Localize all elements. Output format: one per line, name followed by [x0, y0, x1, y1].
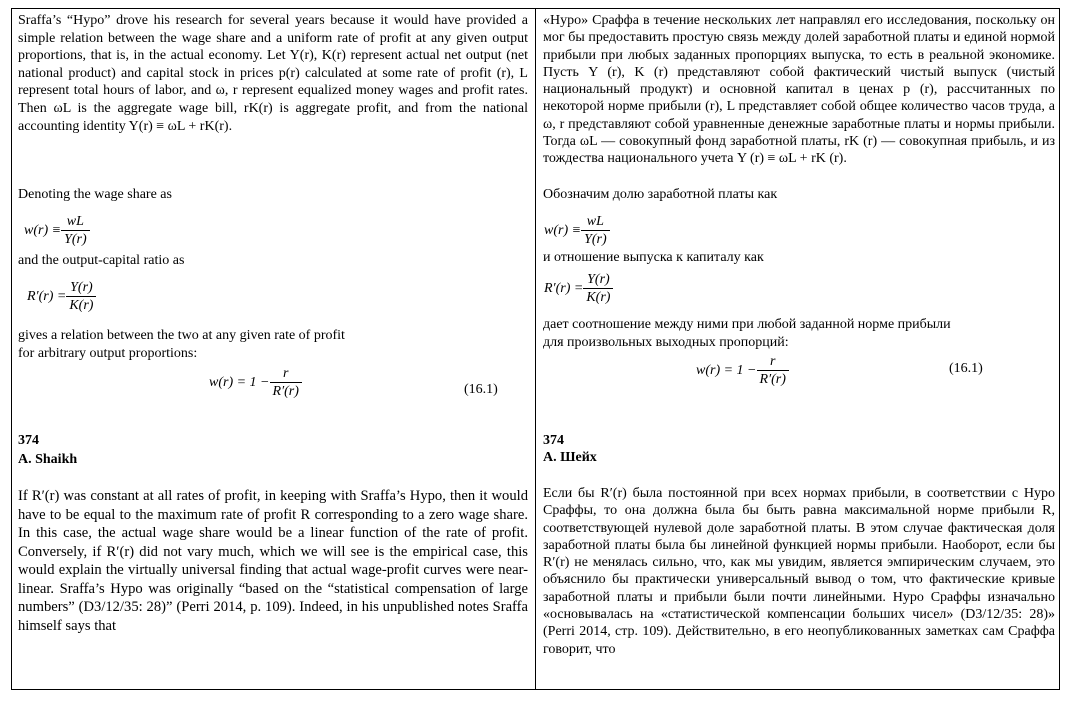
ratio-intro: и отношение выпуска к капиталу как [543, 250, 764, 265]
output-capital-ratio-equation [544, 271, 613, 306]
author-name: A. Shaikh [18, 452, 78, 467]
intro-paragraph: Sraffa’s “Hypo” drove his research for several years because it would have provided a simple relation between the wage share and a uniform rate of profit at any given output proportions, that is, in the actual economy. Let Y(r), K(r) represent actual net output (net national product) and capital stock in prices p(r) calculated at some rate of profit (r), L represent total hours of labor, and ω, r represent equalized money wages and profit rates. Then ωL is the aggregate wage bill, rK(r) is aggregate profit, and from the national accounting identity Y(r) ≡ ωL + rK(r). [18, 13, 528, 134]
intro-paragraph: «Нуро» Сраффа в течение нескольких лет направлял его исследования, поскольку он мог бы предоставить простую связь между долей заработной платы и единой нормой прибыли при любых заданных пропорциях выпуска, то есть в реальной экономике. Пусть Y (r), K (r) представляют собой фактический чистый выпуск (чистый национальный продукт) и основной капитал в ценах p (r), рассчитанных по некоторой норме прибыли (r), L представляет собой общее количество часов труда, а ω, r представляют собой уравненные денежные заработные платы и нормы прибыли. Тогда ωL — совокупный фонд заработной платы, rK (r) — совокупная прибыль, и из тождества национального учета Y (r) ≡ ωL + rK (r). [543, 13, 1055, 167]
numerator: Y(r) [70, 280, 93, 295]
fraction [270, 365, 302, 400]
fraction [66, 279, 96, 314]
relation-line-1: дает соотношение между ними при любой заданной норме прибыли [543, 317, 951, 332]
equation-lhs: w(r) ≡ [24, 222, 62, 238]
numerator: Y(r) [587, 272, 610, 287]
author-name: А. Шейх [543, 450, 597, 465]
body-paragraph: Если бы R′(r) была постоянной при всех нормах прибыли, в соответствии с Нуро Сраффы, то она должна была бы быть равна максимальной норме прибыли R, соответствующей нулевой доле заработной платы. В этом случае фактическая доля заработной платы была бы линейной функцией нормы прибыли. Наоборот, если бы R′(r) не менялась сильно, что, как мы увидим, является эмпирическим случаем, это объяснило бы практически универсальный вывод о том, что фактические кривые заработной платы и прибыли были почти линейными. Нуро Сраффы изначально «основывалась на «статистической компенсации больших чисел» (D3/12/35: 28)» (Perri 2014, стр. 109). Действительно, в его неопубликованных заметках сам Сраффа говорит, что [543, 486, 1055, 657]
numerator: r [769, 354, 776, 369]
denominator: Y(r) [581, 230, 610, 248]
main-equation [209, 365, 302, 400]
body-paragraph: If R′(r) was constant at all rates of profit, in keeping with Sraffa’s Hypo, then it would have to be equal to the maximum rate of profit R corresponding to a zero wage share. In this case, the actual wage share would be a linear function of the rate of profit. Conversely, if R′(r) did not vary much, which we will see is the empirical case, this would explain the virtually universal finding that actual wage-profit curves were near-linear. Sraffa’s Hypo was originally “based on the “statistical compensation of large numbers” (D3/12/35: 28)” (Perri 2014, p. 109). Indeed, in his unpublished notes Sraffa himself says that [18, 488, 528, 634]
wage-share-intro: Denoting the wage share as [18, 187, 172, 202]
fraction [581, 213, 610, 248]
numerator: r [282, 366, 289, 381]
translation-table [11, 8, 1060, 690]
fraction [757, 353, 789, 388]
denominator: R′(r) [270, 382, 302, 400]
wage-share-intro: Обозначим долю заработной платы как [543, 187, 778, 202]
equation-lhs: R′(r) = [27, 288, 67, 304]
page-number: 374 [543, 433, 564, 448]
equation-lhs: w(r) = 1 − [209, 374, 270, 390]
denominator: R′(r) [757, 370, 789, 388]
output-capital-ratio-equation [27, 279, 96, 314]
equation-lhs: w(r) ≡ [544, 222, 582, 238]
fraction [583, 271, 613, 306]
equation-number: (16.1) [464, 382, 498, 397]
equation-lhs: w(r) = 1 − [696, 362, 757, 378]
column-divider [535, 9, 536, 689]
denominator: K(r) [66, 296, 96, 314]
page-number: 374 [18, 433, 39, 448]
wage-share-equation [544, 213, 610, 248]
equation-lhs: R′(r) = [544, 280, 584, 296]
numerator: wL [586, 214, 604, 229]
wage-share-equation [24, 213, 90, 248]
relation-line-2: для произвольных выходных пропорций: [543, 335, 789, 350]
numerator: wL [66, 214, 84, 229]
denominator: Y(r) [61, 230, 90, 248]
relation-line-1: gives a relation between the two at any given rate of profit [18, 328, 345, 343]
denominator: K(r) [583, 288, 613, 306]
main-equation [696, 353, 789, 388]
ratio-intro: and the output-capital ratio as [18, 253, 185, 268]
fraction [61, 213, 90, 248]
equation-number: (16.1) [949, 361, 983, 376]
relation-line-2: for arbitrary output proportions: [18, 346, 198, 361]
